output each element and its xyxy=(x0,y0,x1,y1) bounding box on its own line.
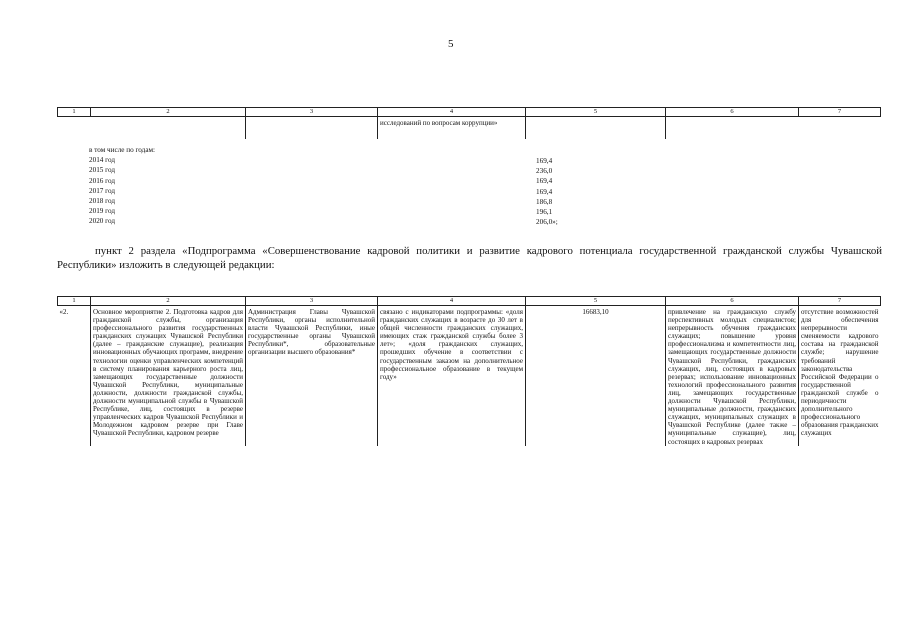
col-header: 2 xyxy=(91,108,246,117)
col-header: 5 xyxy=(526,108,666,117)
col-header: 1 xyxy=(58,108,91,117)
indicator-continuation: исследований по вопросам коррупции» xyxy=(378,117,526,140)
list-item: 196,1 xyxy=(536,208,553,217)
list-item: 236,0 xyxy=(536,167,553,176)
list-item: 2019 год xyxy=(89,207,115,216)
subprogram-table xyxy=(57,296,881,446)
responsible-executors: Администрация Главы Чувашской Республики, органы исполнительной власти Чувашской Республики, иные государственные органы Чувашской Республики*, образовательные организации высшего образования* xyxy=(246,306,378,446)
list-item: 169,4 xyxy=(536,177,553,186)
list-item: 2016 год xyxy=(89,176,115,185)
col-header: 6 xyxy=(666,297,799,306)
measure-description: Основное мероприятие 2. Подготовка кадров для гражданской службы, организация профессионального развития государственных гражданских служащих Чувашской Республики (далее – гражданские служащие), реализация инновационных обучающих программ, внедрение технологии оценки управленческих компетенций в систему планирования карьерного роста лиц, замещающих государственные должности Чувашской Республики, муниципальные должности, должности гражданской службы, должности муниципальной службы в Чувашской Республике, лиц, состоящих в резерве управленческих кадров Чувашской Республики и Молодежном кадровом резерве при Главе Чувашской Республики, кадровом резерве xyxy=(91,306,246,446)
funding-amount: 16683,10 xyxy=(526,306,666,446)
page-number: 5 xyxy=(448,38,454,50)
years-intro: в том числе по годам: xyxy=(89,146,156,154)
consequences: отсутствие возможностей для обеспечения непрерывности сменяемости кадрового состава на гражданской службе; нарушение требований законодательства Российской Федерации о государственной гражданской службе о периодичности дополнительного профессионального образования гражданских служащих xyxy=(799,306,881,446)
values-list xyxy=(536,156,558,227)
col-header: 7 xyxy=(799,108,881,117)
col-header: 1 xyxy=(58,297,91,306)
list-item: 2014 год xyxy=(89,156,115,165)
years-list xyxy=(89,145,155,227)
list-item: 2018 год xyxy=(89,197,115,206)
row-number: «2. xyxy=(58,306,91,446)
col-header: 5 xyxy=(526,297,666,306)
col-header: 3 xyxy=(246,297,378,306)
list-item: 169,4 xyxy=(536,157,553,165)
col-header: 7 xyxy=(799,297,881,306)
amendment-paragraph: пункт 2 раздела «Подпрограмма «Совершенствование кадровой политики и развитие кадрового потенциала государственной гражданской службы Чувашской Республики» изложить в следующей редакции: xyxy=(57,245,882,271)
list-item: 186,8 xyxy=(536,197,553,206)
col-header: 6 xyxy=(666,108,799,117)
indicator-link: связано с индикаторами подпрограммы: «доля гражданских служащих в возрасте до 30 лет в общей численности гражданских служащих, имеющих стаж гражданской службы более 3 лет»; «доля гражданских служащих, прошедших обучение в соответствии с государственным заказом на дополнительное профессиональное образование в текущем году» xyxy=(378,306,526,446)
list-item: 2020 год xyxy=(89,217,115,226)
list-item: 2015 год xyxy=(89,166,115,175)
col-header: 4 xyxy=(378,297,526,306)
expected-results: привлечение на гражданскую службу перспективных молодых специалистов; непрерывность обучения гражданских служащих; повышение уровня профессионализма и компетентности лиц, замещающих государственные должности Чувашской Республики, гражданских служащих, лиц, состоящих в кадровых резервах; использование инновационных технологий профессионального развития лиц, замещающих государственные должности Чувашской Республики, муниципальные должности, гражданских служащих, муниципальных служащих в Чувашской Республике (далее также – муниципальные служащие), лиц, состоящих в кадровых резервах xyxy=(666,306,799,446)
list-item: 169,4 xyxy=(536,187,553,196)
col-header: 4 xyxy=(378,108,526,117)
budget-table xyxy=(57,107,881,139)
list-item: 206,0»; xyxy=(536,218,558,227)
table-row xyxy=(58,117,881,140)
table-header-row xyxy=(58,108,881,117)
col-header: 3 xyxy=(246,108,378,117)
col-header: 2 xyxy=(91,297,246,306)
table-header-row xyxy=(58,297,881,306)
table-row xyxy=(58,306,881,446)
list-item: 2017 год xyxy=(89,186,115,195)
